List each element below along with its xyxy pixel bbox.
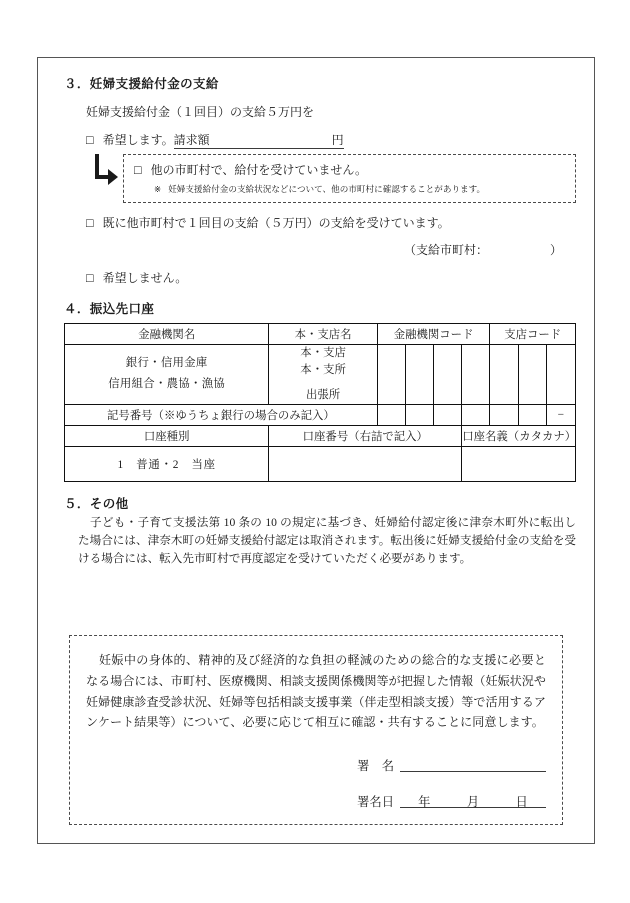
sub-note-box <box>123 154 576 203</box>
consent-box <box>69 635 563 825</box>
bank-account-table <box>64 323 576 482</box>
signature-date-input[interactable] <box>400 792 546 808</box>
paying-municipality-close: ） <box>549 243 562 257</box>
postal-symbol-cell[interactable] <box>490 404 518 425</box>
checkbox-no-other-benefit[interactable]: □ <box>134 163 142 177</box>
checkbox-decline[interactable]: □ <box>86 271 94 285</box>
option-already-row[interactable] <box>86 214 576 231</box>
signature-date-row[interactable] <box>70 792 546 810</box>
branch-code-cell[interactable] <box>518 345 546 405</box>
postal-symbol-row <box>65 404 576 425</box>
signature-area <box>70 756 546 810</box>
postal-symbol-cell[interactable] <box>462 404 490 425</box>
postal-symbol-cell[interactable] <box>518 404 546 425</box>
account-number-cell[interactable] <box>269 446 377 481</box>
institution-sub-2: 信用組合・農協・漁協 <box>108 378 226 391</box>
option-decline-label: 希望しません。 <box>102 271 188 285</box>
signature-input[interactable] <box>400 756 546 772</box>
institution-code-cell[interactable] <box>377 345 405 405</box>
account-number-cell[interactable] <box>377 446 405 481</box>
header-account-type: 口座種別 <box>65 425 269 446</box>
note-checkbox-row[interactable] <box>134 161 565 178</box>
checkbox-already-received[interactable]: □ <box>86 216 94 230</box>
header-account-name: 口座名義（カタカナ） <box>462 425 576 446</box>
checkbox-hope[interactable]: □ <box>86 133 94 147</box>
claim-amount-label: 請求額 <box>173 133 210 147</box>
account-name-value[interactable] <box>462 446 576 481</box>
note-mark-icon: ※ <box>154 184 162 194</box>
claim-amount-unit: 円 <box>331 133 344 147</box>
option-hope-label: 希望します。 <box>102 133 174 147</box>
note-disclaimer <box>154 183 565 195</box>
postal-symbol-cell[interactable] <box>405 404 433 425</box>
section-3-heading: ３．妊婦支援給付金の支給 <box>64 77 219 91</box>
signature-date-label: 署名日 <box>357 795 394 809</box>
postal-symbol-cell[interactable] <box>377 404 405 425</box>
branch-sub-2: 本・支所 <box>300 363 346 376</box>
institution-name-input[interactable] <box>65 345 269 405</box>
branch-sub-3: 出張所 <box>306 389 341 402</box>
header-account-number: 口座番号（右詰で記入） <box>269 425 462 446</box>
table-entry-row <box>65 345 576 405</box>
consent-text: 妊娠中の身体的、精神的及び経済的な負担の軽減のための総合的な支援に必要となる場合には、市町村、医療機関、相談支援関係機関等が把握した情報（妊娠状況や妊婦健康診査受診状況、妊婦等包括相談支援事業（伴走型相談支援）等で活用するアンケート結果等）について、必要に応じて相互に確認・共有することに同意します。 <box>86 653 546 730</box>
postal-symbol-dash: − <box>546 404 575 425</box>
branch-sub-1: 本・支店 <box>300 347 346 359</box>
postal-symbol-cell[interactable] <box>434 404 462 425</box>
claim-amount-field[interactable] <box>174 131 344 149</box>
table-header-row <box>65 324 576 345</box>
account-number-cell[interactable] <box>434 446 462 481</box>
postal-symbol-label: 記号番号（※ゆうちょ銀行の場合のみ記入） <box>65 404 378 425</box>
header-branch-name: 本・支店名 <box>269 324 377 345</box>
branch-code-cell[interactable] <box>490 345 518 405</box>
section-5-heading: ５．その他 <box>64 496 129 511</box>
date-month-label: 月 <box>466 795 480 809</box>
note-disclaimer-text: 妊婦支援給付金の支給状況などについて、他の市町村に確認することがあります。 <box>168 184 486 194</box>
header-institution-code: 金融機関コード <box>377 324 490 345</box>
institution-sub-1: 銀行・信用金庫 <box>125 356 208 369</box>
account-type-value[interactable]: 1 普通・2 当座 <box>65 446 269 481</box>
account-entry-row <box>65 446 576 481</box>
branch-name-input[interactable] <box>269 345 377 405</box>
account-header-row <box>65 425 576 446</box>
paying-municipality-open: （支給市町村： <box>403 243 488 257</box>
form-page <box>37 57 595 844</box>
signature-label: 署 名 <box>357 759 394 773</box>
option-decline-row[interactable] <box>86 269 576 286</box>
institution-code-cell[interactable] <box>462 345 490 405</box>
sub-note-zone <box>86 153 576 203</box>
header-branch-code: 支店コード <box>490 324 576 345</box>
institution-code-cell[interactable] <box>405 345 433 405</box>
signature-row[interactable] <box>70 756 546 774</box>
branch-code-cell[interactable] <box>546 345 575 405</box>
option-already-label: 既に他市町村で１回目の支給（５万円）の支給を受けています。 <box>102 216 450 230</box>
form-content <box>64 74 576 568</box>
option-hope-row[interactable] <box>86 131 576 149</box>
paying-municipality-line[interactable] <box>64 241 576 258</box>
hook-arrow-icon <box>93 153 119 187</box>
section-5-body: 子ども・子育て支援法第 10 条の 10 の規定に基づき、妊婦給付認定後に津奈木町外に転出した場合には、津奈木町の妊婦支援給付認定は取消されます。転出後に妊婦支援給付金の支給を受ける場合には、転入先市町村で再度認定を受けていただく必要があります。 <box>78 515 576 565</box>
account-number-cell[interactable] <box>405 446 433 481</box>
section-3-lead: 妊婦支援給付金（１回目）の支給５万円を <box>86 105 315 119</box>
institution-code-cell[interactable] <box>434 345 462 405</box>
date-year-label: 年 <box>418 795 431 809</box>
date-day-label: 日 <box>515 795 528 809</box>
note-checkbox-label: 他の市町村で、給付を受けていません。 <box>150 163 368 177</box>
header-institution-name: 金融機関名 <box>65 324 269 345</box>
section-4-heading: ４．振込先口座 <box>64 302 155 316</box>
